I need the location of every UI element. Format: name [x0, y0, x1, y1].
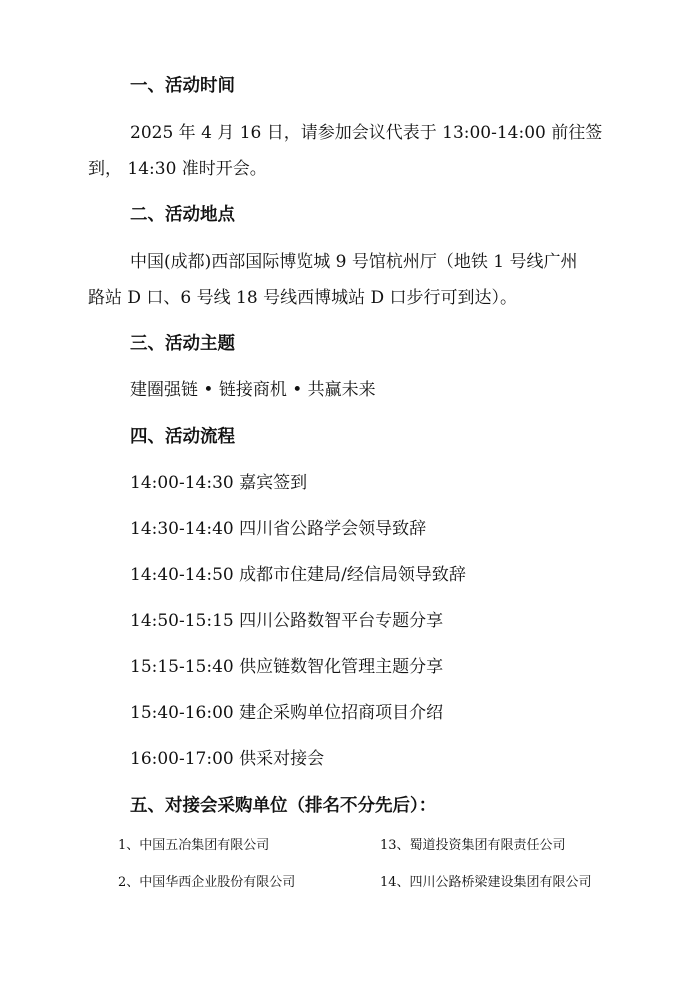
agenda-item	[130, 472, 307, 494]
agenda-time: 16:00-17:00	[130, 749, 234, 769]
agenda-time: 14:30-14:40	[130, 519, 234, 539]
section-heading-purchasers: 五、对接会采购单位（排名不分先后）：	[130, 796, 437, 816]
agenda-time: 15:40-16:00	[130, 703, 234, 723]
theme-text: 建圈强链 • 链接商机 • 共赢未来	[130, 380, 376, 400]
location-paragraph-line-1: 中国(成都)西部国际博览城 9 号馆杭州厅（地铁 1 号线广州	[130, 252, 578, 272]
purchaser-item: 1、中国五冶集团有限公司	[118, 838, 270, 853]
agenda-event: 嘉宾签到	[239, 473, 308, 493]
agenda-item	[130, 748, 324, 770]
agenda-item	[130, 656, 443, 678]
purchaser-item: 2、中国华西企业股份有限公司	[118, 875, 296, 890]
time-paragraph-line-2: 到， 14:30 准时开会。	[88, 159, 267, 179]
agenda-item	[130, 702, 443, 724]
agenda-event: 四川公路数智平台专题分享	[239, 611, 444, 631]
agenda-time: 14:40-14:50	[130, 565, 234, 585]
section-heading-time: 一、活动时间	[130, 76, 235, 96]
section-heading-agenda: 四、活动流程	[130, 427, 235, 447]
agenda-event: 供采对接会	[239, 749, 325, 769]
location-paragraph-line-2: 路站 D 口、6 号线 18 号线西博城站 D 口步行可到达）。	[88, 288, 518, 308]
agenda-event: 成都市住建局/经信局领导致辞	[239, 565, 466, 585]
agenda-time: 15:15-15:40	[130, 657, 234, 677]
agenda-item	[130, 610, 443, 632]
agenda-event: 四川省公路学会领导致辞	[239, 519, 427, 539]
agenda-item	[130, 564, 466, 586]
section-heading-theme: 三、活动主题	[130, 334, 235, 354]
section-heading-location: 二、活动地点	[130, 205, 235, 225]
agenda-time: 14:50-15:15	[130, 611, 234, 631]
purchaser-item: 13、蜀道投资集团有限责任公司	[380, 838, 566, 853]
purchaser-item: 14、四川公路桥梁建设集团有限公司	[380, 875, 592, 890]
agenda-event: 供应链数智化管理主题分享	[239, 657, 444, 677]
time-paragraph-line-1: 2025 年 4 月 16 日，请参加会议代表于 13:00-14:00 前往签	[130, 123, 603, 143]
agenda-event: 建企采购单位招商项目介绍	[239, 703, 444, 723]
agenda-time: 14:00-14:30	[130, 473, 234, 493]
agenda-item	[130, 518, 426, 540]
